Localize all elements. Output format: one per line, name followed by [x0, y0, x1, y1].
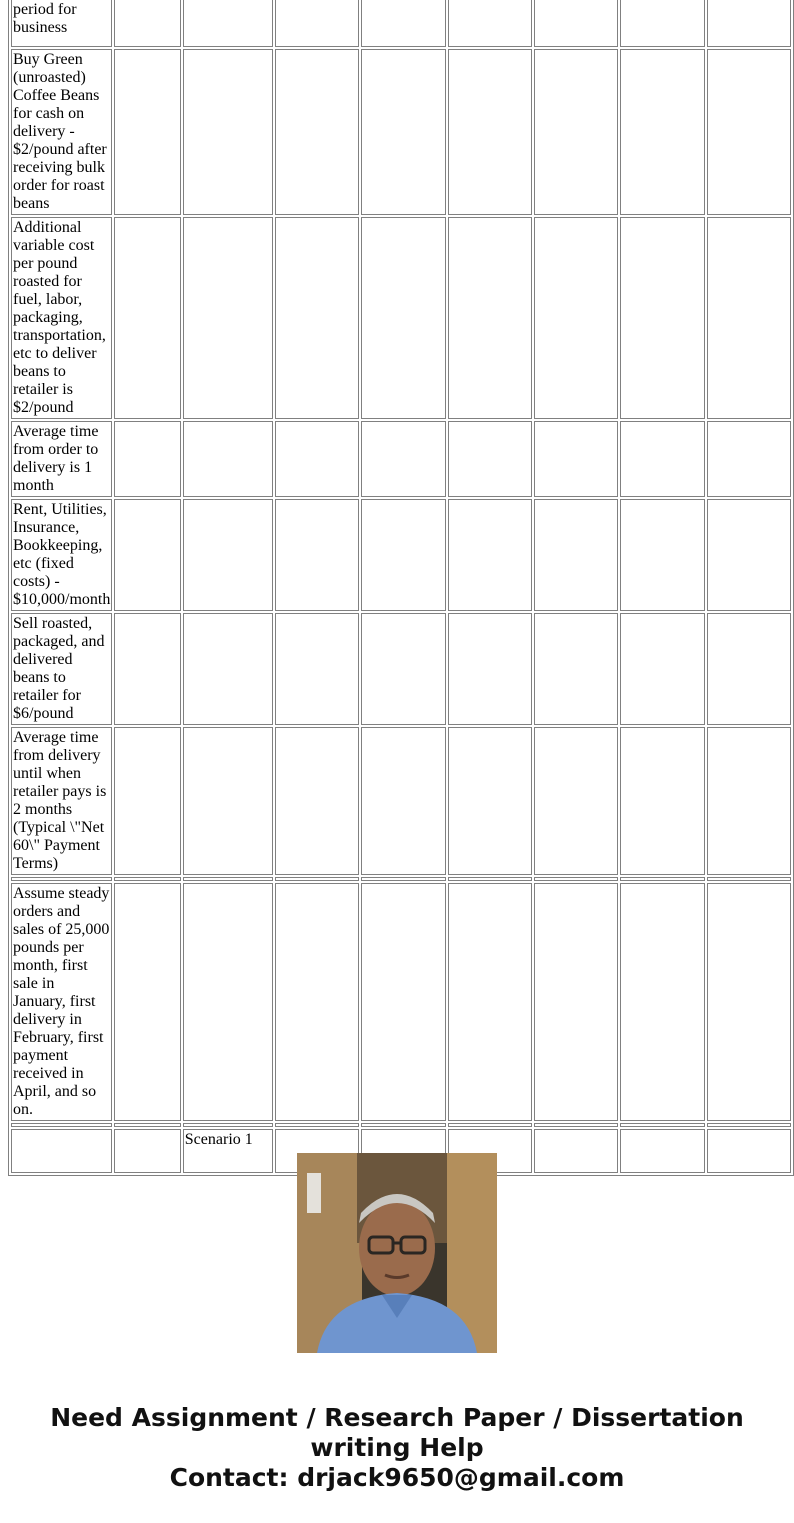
table-cell [448, 499, 532, 611]
table-cell [361, 217, 445, 419]
table-row [11, 883, 791, 1121]
table-cell [183, 499, 273, 611]
table-cell [361, 499, 445, 611]
table-cell [620, 877, 704, 881]
table-cell [707, 1129, 791, 1173]
table-cell [620, 613, 704, 725]
table-cell [448, 883, 532, 1121]
table-cell [114, 727, 180, 875]
table-cell [361, 877, 445, 881]
table-cell [534, 49, 618, 215]
table-cell [448, 0, 532, 47]
banner-line-1: Need Assignment / Research Paper / Dissertation [50, 1403, 744, 1432]
table-cell [114, 1129, 180, 1173]
table-cell [620, 0, 704, 47]
row-label: period for business [11, 0, 112, 47]
table-cell [707, 0, 791, 47]
table-cell [707, 727, 791, 875]
table-cell [448, 877, 532, 881]
contact-banner [0, 1403, 794, 1493]
table-cell [114, 877, 180, 881]
table-cell [707, 613, 791, 725]
table-cell [534, 217, 618, 419]
table-cell [534, 1123, 618, 1127]
table-cell [361, 0, 445, 47]
table-cell [361, 1123, 445, 1127]
table-cell [534, 499, 618, 611]
table-cell [275, 49, 359, 215]
table-cell [361, 727, 445, 875]
banner-line-2: writing Help [310, 1433, 484, 1462]
table-cell [11, 1123, 112, 1127]
scenario-cell: Scenario 1 [183, 1129, 273, 1173]
table-row [11, 613, 791, 725]
table-cell [620, 217, 704, 419]
table-cell [183, 49, 273, 215]
table-spacer-row [11, 1123, 791, 1127]
table-cell [183, 727, 273, 875]
table-cell [361, 613, 445, 725]
table-cell [183, 877, 273, 881]
table-cell [448, 49, 532, 215]
table-cell [183, 421, 273, 497]
table-cell [620, 49, 704, 215]
row-label: Average time from delivery until when retailer pays is 2 months (Typical \"Net 60\" Payment Terms) [11, 727, 112, 875]
table-cell [707, 421, 791, 497]
table-cell [183, 217, 273, 419]
table-cell [275, 613, 359, 725]
table-cell [620, 499, 704, 611]
table-cell [448, 1123, 532, 1127]
table-cell [534, 421, 618, 497]
table-cell [114, 613, 180, 725]
table-cell [707, 877, 791, 881]
table-row [11, 727, 791, 875]
table-spacer-row [11, 877, 791, 881]
row-label: Rent, Utilities, Insurance, Bookkeeping, etc (fixed costs) - $10,000/month [11, 499, 112, 611]
table-row [11, 217, 791, 419]
table-cell [361, 883, 445, 1121]
table-cell [114, 217, 180, 419]
table-cell [275, 727, 359, 875]
contact-email-line[interactable]: Contact: drjack9650@gmail.com [169, 1463, 625, 1492]
table-cell [114, 1123, 180, 1127]
table-cell [620, 421, 704, 497]
table-cell [707, 883, 791, 1121]
table-cell [114, 421, 180, 497]
row-label: Buy Green (unroasted) Coffee Beans for cash on delivery - $2/pound after receiving bulk order for roast beans [11, 49, 112, 215]
table-cell [707, 1123, 791, 1127]
table-cell [11, 1129, 112, 1173]
worksheet-table [8, 0, 794, 1176]
table-cell [275, 1123, 359, 1127]
table-cell [707, 217, 791, 419]
table-cell [275, 499, 359, 611]
table-cell [183, 883, 273, 1121]
table-row [11, 0, 791, 47]
table-cell [448, 613, 532, 725]
table-cell [534, 877, 618, 881]
table-cell [620, 727, 704, 875]
table-cell [114, 883, 180, 1121]
table-cell [448, 217, 532, 419]
table-cell [361, 49, 445, 215]
row-label: Assume steady orders and sales of 25,000 pounds per month, first sale in January, first delivery in February, first payment received in April, and so on. [11, 883, 112, 1121]
table-cell [114, 0, 180, 47]
table-row [11, 499, 791, 611]
table-cell [534, 883, 618, 1121]
table-row [11, 49, 791, 215]
table-cell [620, 1123, 704, 1127]
table-cell [275, 217, 359, 419]
table-cell [534, 0, 618, 47]
row-label: Sell roasted, packaged, and delivered beans to retailer for $6/pound [11, 613, 112, 725]
portrait-image [297, 1153, 497, 1353]
table-cell [183, 0, 273, 47]
table-cell [448, 727, 532, 875]
table-cell [275, 421, 359, 497]
table-cell [183, 613, 273, 725]
table-cell [361, 421, 445, 497]
table-cell [275, 883, 359, 1121]
table-cell [275, 0, 359, 47]
table-cell [114, 49, 180, 215]
row-label: Average time from order to delivery is 1 month [11, 421, 112, 497]
table-cell [707, 49, 791, 215]
table-cell [620, 1129, 704, 1173]
avatar [297, 1153, 497, 1353]
table-row [11, 421, 791, 497]
table-cell [114, 499, 180, 611]
table-cell [707, 499, 791, 611]
row-label: Additional variable cost per pound roasted for fuel, labor, packaging, transportation, etc to deliver beans to retailer is $2/pound [11, 217, 112, 419]
table-cell [620, 883, 704, 1121]
table-cell [183, 1123, 273, 1127]
table-cell [448, 421, 532, 497]
table-cell [275, 877, 359, 881]
table-cell [534, 613, 618, 725]
table-cell [534, 727, 618, 875]
table-cell [11, 877, 112, 881]
table-cell [534, 1129, 618, 1173]
